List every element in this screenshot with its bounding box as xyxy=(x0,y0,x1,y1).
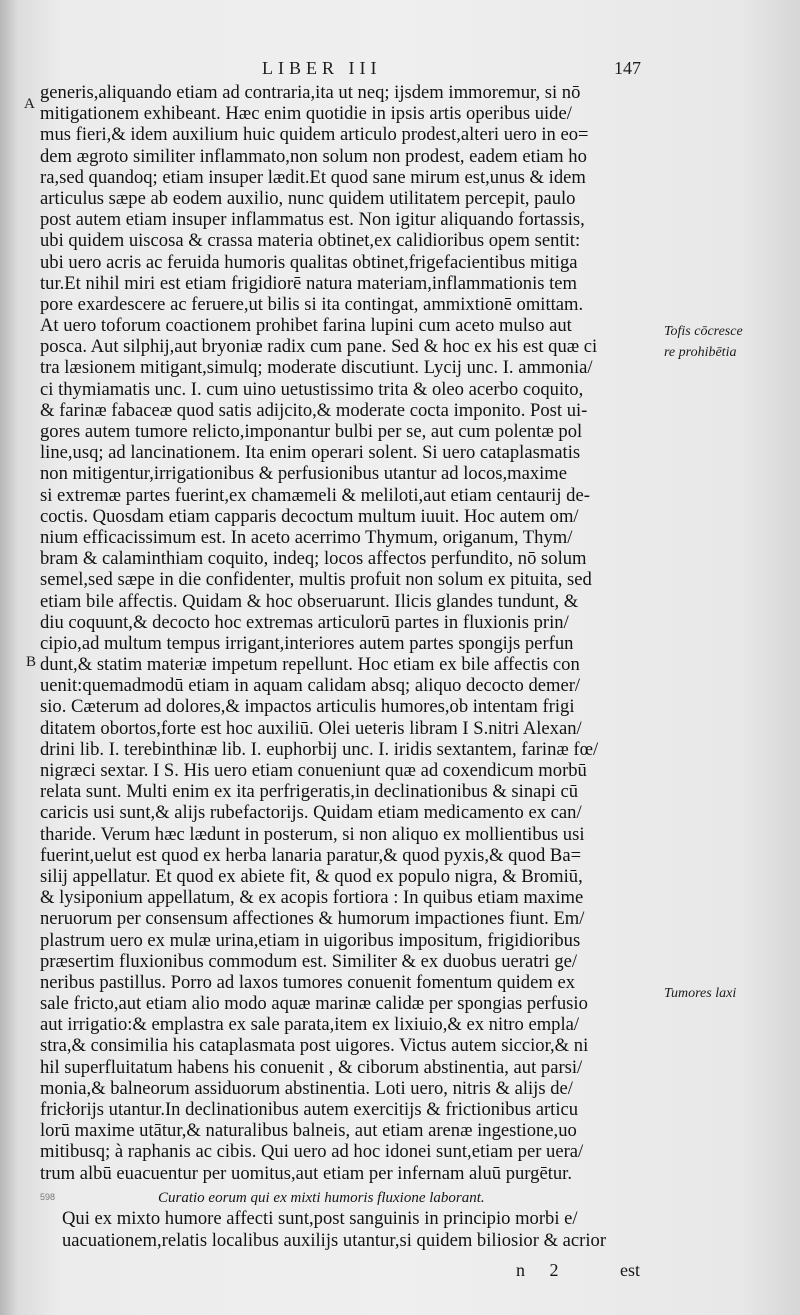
text-line: hil superfluitatum habens his conuenit , & ciborum abstinentia, aut parsi/ xyxy=(40,1056,583,1078)
text-line: lorū maxime utātur,& naturalibus balneis, aut etiam arenæ ingestione,uo xyxy=(40,1120,577,1142)
text-line: fuerint,uelut est quod ex herba lanaria paratur,& quod pyxis,& quod Ba= xyxy=(40,844,582,866)
running-header xyxy=(0,58,800,82)
text-line: & lysiponium appellatum, & ex acopis fortiora : In quibus etiam maxime xyxy=(40,887,584,909)
text-line: At uero toforum coactionem prohibet farina lupini cum aceto mulso aut xyxy=(40,315,572,337)
text-line: ubi uero acris ac feruida humoris qualitas obtinet,frigefacientibus mitiga xyxy=(40,251,578,273)
text-line: generis,aliquando etiam ad contraria,ita ut neq; ijsdem immoremur, si nō xyxy=(40,82,581,103)
text-line: Qui ex mixto humore affecti sunt,post sanguinis in principio morbi e/ xyxy=(62,1208,578,1229)
text-line: line,usq; ad lancinationem. Ita enim operari solent. Si uero cataplasmatis xyxy=(40,442,581,464)
text-line: gores autem tumore relicto,imponantur bulbi per se, aut cum polentæ pol xyxy=(40,421,583,442)
text-line: tur.Et nihil miri est etiam frigidiorē natura materiam,inflammationis tem xyxy=(40,272,578,294)
text-line: relata sunt. Multi enim ex ita perfrigeratis,in declinationibus & sinapi cū xyxy=(40,781,579,803)
text-line: ditatem obortos,forte est hoc auxiliū. Olei ueteris libram I S.nitri Alexan/ xyxy=(40,717,582,739)
library-stamp: 598 xyxy=(40,1192,56,1202)
text-line: ci thymiamatis unc. I. cum uino uetustissimo trita & oleo acerbo coquito, xyxy=(40,378,584,400)
text-line: mitibusq; à raphanis ac cibis. Qui uero ad hoc idonei sunt,etiam per uera/ xyxy=(40,1141,584,1163)
text-line: nium efficacissimum est. In aceto acerrimo Thymum, origanum, Thym/ xyxy=(40,526,573,548)
text-line: sio. Cæterum ad dolores,& impactos articulis humores,ob intentam frigi xyxy=(40,696,575,718)
text-line: tharide. Verum hæc lædunt in posterum, si non aliquo ex mollientibus usi xyxy=(40,823,585,845)
text-line: nigræci sextar. I S. His uero etiam conueniunt quæ ad coxendicum morbū xyxy=(40,760,587,781)
text-line: tra læsionem mitigant,simulq; moderate discutiunt. Lycij unc. I. ammonia/ xyxy=(40,357,593,379)
text-line: coctis. Quosdam etiam capparis decoctum multum iuuit. Hoc autem om/ xyxy=(40,505,579,527)
text-line: præsertim fluxionibus commodum est. Similiter & ex duobus ueratri ge/ xyxy=(40,950,578,972)
text-line: post autem etiam insuper inflammatus est. Non igitur aliquando fortassis, xyxy=(40,209,585,231)
text-line: si extremæ partes fuerint,ex chamæmeli & meliloti,aut etiam centaurij de- xyxy=(40,484,590,506)
text-line: aut irrigatio:& emplastra ex sale parata,item ex lixiuio,& ex nitro empla/ xyxy=(40,1014,580,1036)
text-line: uenit:quemadmodū etiam in aquam calidam absq; aliquo decocto demer/ xyxy=(40,675,581,697)
catchword: est xyxy=(620,1260,640,1280)
marginal-note-tofi-2: re prohibētia xyxy=(664,345,737,360)
text-line: dem ægroto similiter inflammato,non solum non prodest, eadem etiam ho xyxy=(40,145,587,167)
text-line: mitigationem exhibeant. Hæc enim quotidie in ipsis artis operibus uide/ xyxy=(40,103,572,125)
text-line: neruorum per consensum affectiones & humorum impactiones fiunt. Em/ xyxy=(40,908,585,930)
text-line: etiam bile affectis. Quidam & hoc obseruarunt. Ilicis glandes tundunt, & xyxy=(40,590,579,612)
text-line: uacuationem,relatis localibus auxilijs utantur,si quidem biliosior & acrior xyxy=(62,1230,607,1251)
text-line: drini lib. I. terebinthinæ lib. I. euphorbij unc. I. iridis sextantem, farinæ fœ/ xyxy=(40,738,599,760)
text-line: articulus sæpe ab eodem auxilio, nunc quidem utilitatem percepit, paulo xyxy=(40,187,576,209)
section-heading: Curatio eorum qui ex mixti humoris fluxione laborant. xyxy=(158,1190,485,1206)
text-line: sale fricto,aut etiam alio modo aquæ marinæ calidæ per spongias perfusio xyxy=(40,993,588,1015)
text-line: semel,sed sæpe in die confidenter, multis profuit non solum ex pituita, sed xyxy=(40,569,592,591)
text-line: diu coquunt,& decocto hoc extremas articulorū partes in fluxionis prin/ xyxy=(40,611,569,633)
text-line: non mitigentur,irrigationibus & perfusionibus utantur ad locos,maxime xyxy=(40,463,568,485)
section-marker-b: B xyxy=(26,654,37,670)
text-line: mus fieri,& idem auxilium huic quidem articulo prodest,alteri uero in eo= xyxy=(40,124,589,146)
text-line: ra,sed quandoq; etiam insuper lædit.Et quod sane mirum est,unus & idem xyxy=(40,166,586,188)
running-title: LIBER III xyxy=(262,58,382,78)
text-line: trum albū euacuentur per uomitus,aut etiam per infernam aluū purgētur. xyxy=(40,1162,572,1184)
text-line: stra,& consimilia his cataplasmata post uigores. Victus autem siccior,& ni xyxy=(40,1035,589,1057)
text-line: pore exardescere ac feruere,ut bilis si ita contingat, ammixtionē omittam. xyxy=(40,293,584,315)
text-line: posca. Aut silphij,aut bryoniæ radix cum pane. Sed & hoc ex his est quæ ci xyxy=(40,336,598,358)
text-line: caricis usi sunt,& alijs rubefactorijs. Quidam etiam medicamento ex can/ xyxy=(40,802,582,824)
text-line: ubi quidem uiscosa & crassa materia obtinet,ex calidioribus opem sentit: xyxy=(40,230,581,252)
main-text-block xyxy=(40,82,660,1184)
text-line: bram & calaminthiam coquito, indeq; locos affectos perfundito, nō solum xyxy=(40,548,587,570)
signature-mark: n 2 xyxy=(516,1260,569,1280)
text-line: dunt,& statim materiæ impetum repellunt. Hoc etiam ex bile affectis con xyxy=(40,654,580,676)
marginal-note-tumores: Tumores laxi xyxy=(664,986,737,1001)
final-paragraph xyxy=(62,1208,662,1252)
text-line: plastrum uero ex mulæ urina,etiam in uigoribus impositum, frigidioribus xyxy=(40,929,581,951)
text-line: cipio,ad multum tempus irrigant,interiores autem partes spongijs perfun xyxy=(40,632,574,654)
page-number: 147 xyxy=(614,58,641,78)
section-marker-a: A xyxy=(24,96,35,112)
marginal-note-tofi-1: Tofis cōcresce xyxy=(664,324,743,339)
text-line: & farinæ fabaceæ quod satis adijcito,& moderate cocta imponito. Post ui- xyxy=(40,399,588,421)
text-line: silij appellatur. Et quod ex abiete fit, & quod ex populo nigra, & Bromiū, xyxy=(40,865,583,887)
text-line: monia,& balneorum assiduorum abstinentia. Loti uero, nitris & alijs de/ xyxy=(40,1077,573,1099)
text-line: fricłorijs utantur.In declinationibus autem exercitijs & frictionibus articu xyxy=(40,1099,579,1120)
text-line: neribus pastillus. Porro ad laxos tumores conuenit fomentum quidem ex xyxy=(40,971,575,993)
